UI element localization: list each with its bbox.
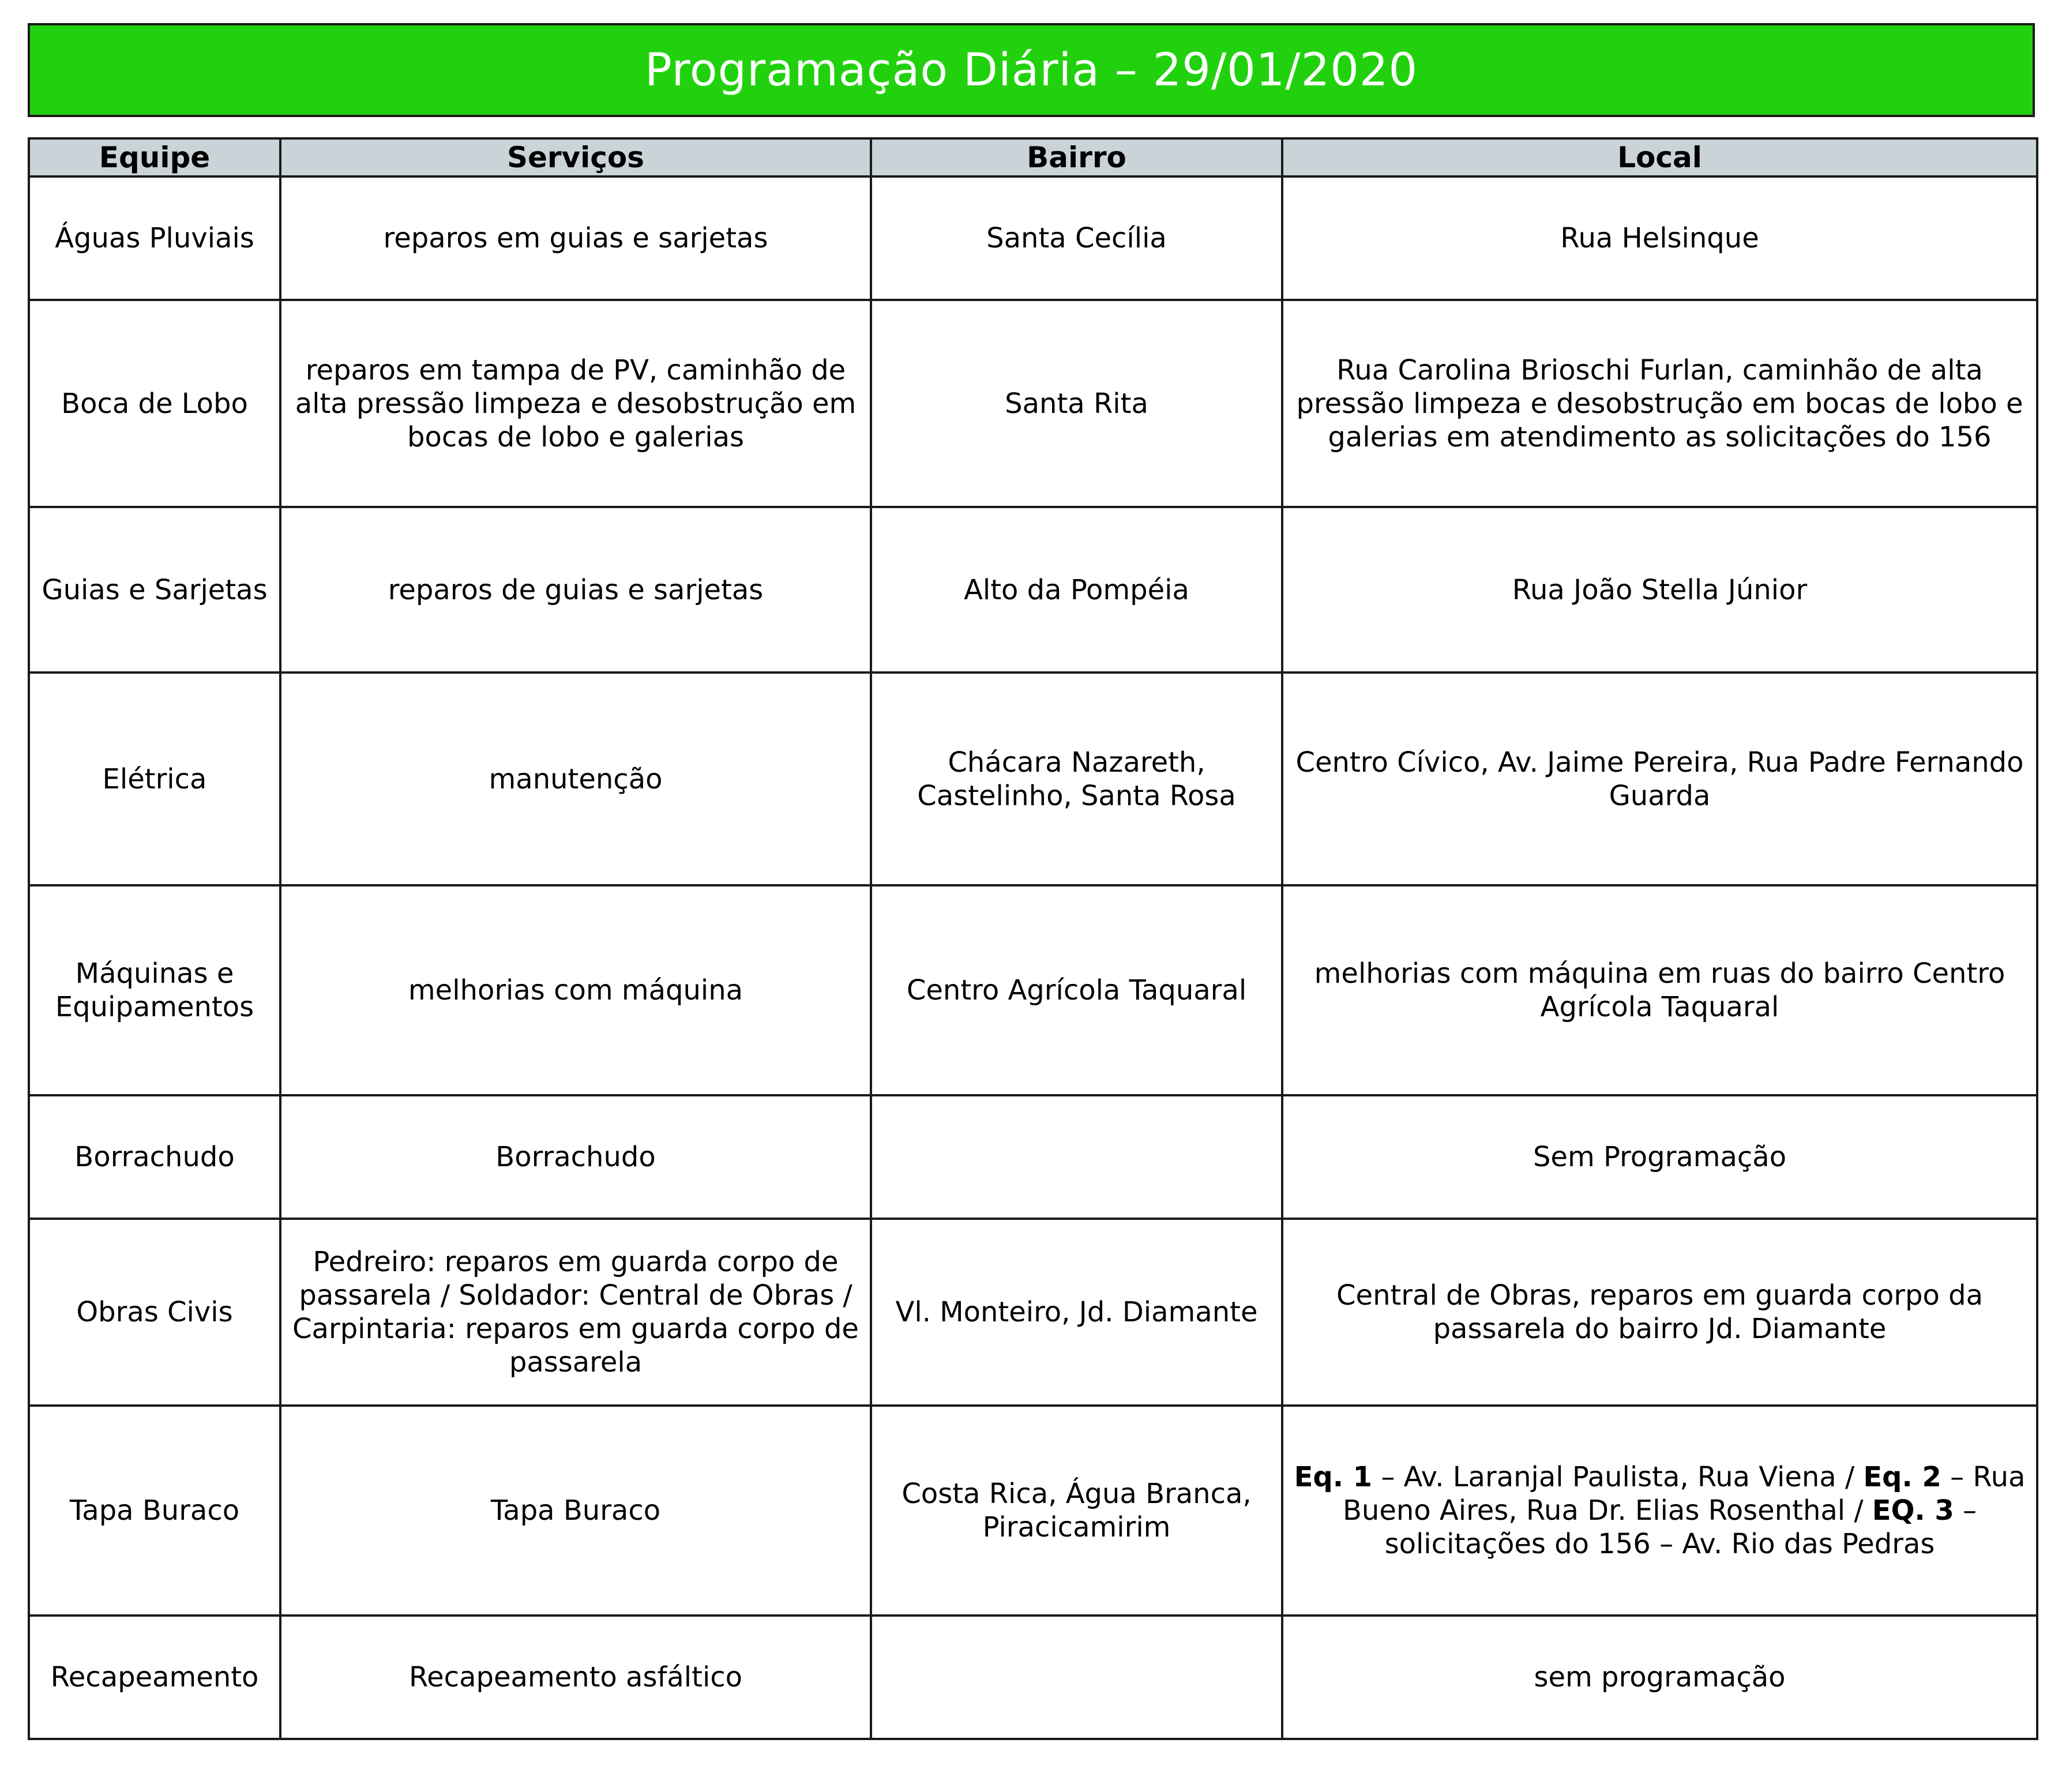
cell-equipe: Obras Civis — [29, 1219, 280, 1406]
cell-bairro: Centro Agrícola Taquaral — [871, 885, 1282, 1095]
header-bairro: Bairro — [871, 138, 1282, 176]
cell-servicos: reparos em tampa de PV, caminhão de alta pressão limpeza e desobstrução em bocas de lobo e galerias — [280, 300, 871, 507]
cell-equipe: Recapeamento — [29, 1616, 280, 1739]
table-row — [29, 1095, 2037, 1219]
cell-servicos: reparos em guias e sarjetas — [280, 176, 871, 300]
header-local: Local — [1282, 138, 2037, 176]
cell-equipe: Elétrica — [29, 673, 280, 885]
cell-servicos: Tapa Buraco — [280, 1406, 871, 1616]
cell-local: Rua Carolina Brioschi Furlan, caminhão de alta pressão limpeza e desobstrução em bocas de lobo e galerias em atendimento as solicitações do 156 — [1282, 300, 2037, 507]
header-equipe: Equipe — [29, 138, 280, 176]
header-row — [29, 138, 2037, 176]
cell-equipe: Guias e Sarjetas — [29, 507, 280, 673]
cell-equipe: Borrachudo — [29, 1095, 280, 1219]
cell-local: Central de Obras, reparos em guarda corpo da passarela do bairro Jd. Diamante — [1282, 1219, 2037, 1406]
cell-bairro: Santa Cecília — [871, 176, 1282, 300]
eq3-text: – solicitações do 156 – Av. Rio das Pedras — [1384, 1494, 1977, 1560]
cell-bairro — [871, 1095, 1282, 1219]
cell-equipe: Máquinas e Equipamentos — [29, 885, 280, 1095]
cell-local: Sem Programação — [1282, 1095, 2037, 1219]
table-row — [29, 176, 2037, 300]
cell-servicos: Borrachudo — [280, 1095, 871, 1219]
table-row — [29, 1219, 2037, 1406]
cell-servicos: manutenção — [280, 673, 871, 885]
table-row — [29, 300, 2037, 507]
table-row — [29, 1406, 2037, 1616]
cell-local: Rua João Stella Júnior — [1282, 507, 2037, 673]
cell-bairro — [871, 1616, 1282, 1739]
page-title: Programação Diária – 29/01/2020 — [644, 44, 1418, 96]
eq1-label: Eq. 1 — [1294, 1461, 1373, 1493]
eq3-label: EQ. 3 — [1872, 1494, 1954, 1527]
cell-local: Rua Helsinque — [1282, 176, 2037, 300]
cell-bairro: Vl. Monteiro, Jd. Diamante — [871, 1219, 1282, 1406]
cell-servicos: Recapeamento asfáltico — [280, 1616, 871, 1739]
cell-equipe: Boca de Lobo — [29, 300, 280, 507]
cell-equipe: Águas Pluviais — [29, 176, 280, 300]
cell-local — [1282, 1406, 2037, 1616]
header-servicos: Serviços — [280, 138, 871, 176]
table-row — [29, 885, 2037, 1095]
cell-servicos: Pedreiro: reparos em guarda corpo de passarela / Soldador: Central de Obras / Carpintaria: reparos em guarda corpo de passarela — [280, 1219, 871, 1406]
title-banner — [28, 23, 2035, 117]
eq2-label: Eq. 2 — [1863, 1461, 1941, 1493]
cell-bairro: Chácara Nazareth, Castelinho, Santa Rosa — [871, 673, 1282, 885]
eq2-text: – Rua Bueno Aires, Rua Dr. Elias Rosenthal / — [1342, 1461, 2026, 1527]
table-row — [29, 1616, 2037, 1739]
cell-local: melhorias com máquina em ruas do bairro Centro Agrícola Taquaral — [1282, 885, 2037, 1095]
table-row — [29, 673, 2037, 885]
cell-servicos: melhorias com máquina — [280, 885, 871, 1095]
cell-bairro: Santa Rita — [871, 300, 1282, 507]
cell-equipe: Tapa Buraco — [29, 1406, 280, 1616]
cell-local: Centro Cívico, Av. Jaime Pereira, Rua Padre Fernando Guarda — [1282, 673, 2037, 885]
cell-local: sem programação — [1282, 1616, 2037, 1739]
cell-bairro: Alto da Pompéia — [871, 507, 1282, 673]
cell-bairro: Costa Rica, Água Branca, Piracicamirim — [871, 1406, 1282, 1616]
eq1-text: – Av. Laranjal Paulista, Rua Viena / — [1372, 1461, 1864, 1493]
table-row — [29, 507, 2037, 673]
cell-servicos: reparos de guias e sarjetas — [280, 507, 871, 673]
schedule-table — [28, 137, 2038, 1740]
